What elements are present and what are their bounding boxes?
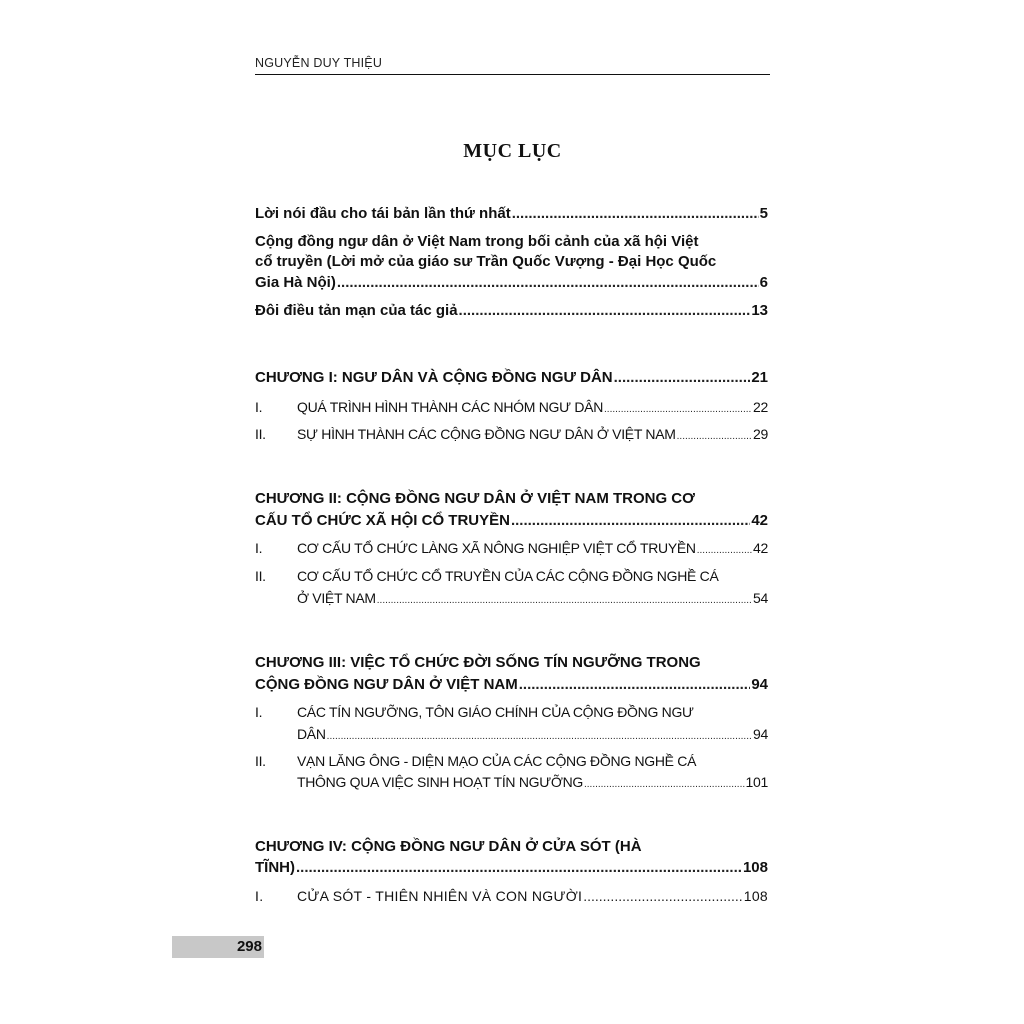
leader-dots [614, 367, 751, 389]
section-page: 22 [753, 399, 768, 415]
entry-title-line1: Cộng đồng ngư dân ở Việt Nam trong bối cảnh của xã hội Việt [255, 233, 699, 250]
section-title-line2: DÂN [297, 726, 326, 742]
toc-section-2-2-cont[interactable] [255, 587, 768, 609]
leader-dots [512, 203, 759, 225]
chapter-title-line2: CỘNG ĐỒNG NGƯ DÂN Ở VIỆT NAM [255, 676, 518, 693]
toc-chapter-4[interactable] [255, 836, 768, 858]
toc-section-4-1[interactable] [255, 885, 768, 907]
entry-title-line3: Gia Hà Nội) [255, 274, 336, 291]
toc-entry-introduction-end[interactable] [255, 272, 768, 294]
section-number: II. [255, 568, 266, 584]
section-number: I. [255, 540, 263, 556]
entry-page: 6 [759, 274, 768, 291]
running-header-author: NGUYỄN DUY THIỆU [255, 56, 383, 70]
chapter-page: 94 [751, 676, 768, 693]
chapter-page: 108 [742, 859, 768, 876]
section-title-line1: CÁC TÍN NGƯỠNG, TÔN GIÁO CHÍNH CỦA CỘNG ĐỒNG NGƯ [297, 704, 694, 720]
section-page: 101 [745, 774, 768, 790]
leader-dots [584, 774, 745, 796]
toc-section-3-1[interactable] [255, 701, 768, 723]
toc-entry-introduction-cont[interactable] [255, 251, 768, 273]
section-title-line2: Ở VIỆT NAM [297, 590, 376, 606]
leader-dots [337, 272, 759, 294]
toc-chapter-3[interactable] [255, 652, 768, 674]
chapter-page: 42 [751, 512, 768, 529]
chapter-title-line1: CHƯƠNG IV: CỘNG ĐỒNG NGƯ DÂN Ở CỬA SÓT (HÀ [255, 838, 642, 855]
section-title: SỰ HÌNH THÀNH CÁC CỘNG ĐỒNG NGƯ DÂN Ở VIỆT NAM [297, 426, 676, 442]
section-title-line1: CƠ CẤU TỔ CHỨC CỔ TRUYỀN CỦA CÁC CỘNG ĐỒNG NGHỀ CÁ [297, 568, 719, 584]
section-title: QUÁ TRÌNH HÌNH THÀNH CÁC NHÓM NGƯ DÂN [297, 399, 604, 415]
chapter-page: 21 [751, 369, 768, 386]
toc-entry-author-notes[interactable] [255, 300, 768, 322]
toc-chapter-4-cont[interactable] [255, 857, 768, 879]
chapter-title-line1: CHƯƠNG III: VIỆC TỔ CHỨC ĐỜI SỐNG TÍN NGƯỠNG TRONG [255, 654, 701, 671]
entry-page: 5 [759, 205, 768, 222]
chapter-title-line2: CẤU TỔ CHỨC XÃ HỘI CỔ TRUYỀN [255, 512, 510, 529]
toc-chapter-3-cont[interactable] [255, 674, 768, 696]
toc-chapter-2[interactable] [255, 488, 768, 510]
chapter-title-line2: TĨNH) [255, 859, 295, 876]
section-title-line1: VẠN LĂNG ÔNG - DIỆN MẠO CỦA CÁC CỘNG ĐỒNG NGHỀ CÁ [297, 753, 697, 769]
section-title: CƠ CẤU TỔ CHỨC LÀNG XÃ NÔNG NGHIỆP VIỆT CỔ TRUYỀN [297, 540, 696, 556]
entry-page: 13 [751, 302, 768, 319]
leader-dots [604, 399, 752, 421]
header-rule [255, 74, 770, 75]
leader-dots [459, 300, 751, 322]
section-number: II. [255, 426, 266, 442]
toc-section-2-1[interactable] [255, 537, 768, 559]
leader-dots [697, 540, 752, 562]
entry-title: Lời nói đầu cho tái bản lần thứ nhất [255, 205, 511, 222]
toc-section-3-1-cont[interactable] [255, 723, 768, 745]
toc-chapter-1[interactable] [255, 367, 768, 389]
page-number: 298 [236, 938, 262, 955]
toc-title: MỤC LỤC [463, 140, 562, 162]
toc-chapter-2-cont[interactable] [255, 510, 768, 532]
toc-section-1-2[interactable] [255, 423, 768, 445]
leader-dots [583, 885, 743, 907]
leader-dots [377, 590, 752, 612]
section-number: II. [255, 753, 266, 769]
entry-title-line2: cổ truyền (Lời mở của giáo sư Trần Quốc Vượng - Đại Học Quốc [255, 253, 717, 270]
toc-section-3-2[interactable] [255, 750, 768, 772]
section-page: 94 [753, 726, 768, 742]
leader-dots [511, 510, 750, 532]
entry-title: Đôi điều tản mạn của tác giả [255, 302, 458, 319]
section-page: 54 [753, 590, 768, 606]
chapter-title: CHƯƠNG I: NGƯ DÂN VÀ CỘNG ĐỒNG NGƯ DÂN [255, 369, 613, 386]
section-number: I. [255, 704, 263, 720]
section-page: 108 [743, 888, 768, 904]
toc-section-3-2-cont[interactable] [255, 771, 768, 793]
leader-dots [677, 426, 752, 448]
toc-entry-preface[interactable] [255, 203, 768, 225]
leader-dots [327, 726, 752, 748]
section-title: CỬA SÓT - THIÊN NHIÊN VÀ CON NGƯỜI [297, 888, 583, 904]
section-number: I. [255, 399, 263, 415]
section-number: I. [255, 888, 264, 904]
toc-section-1-1[interactable] [255, 396, 768, 418]
section-title-line2: THÔNG QUA VIỆC SINH HOẠT TÍN NGƯỠNG [297, 774, 583, 790]
chapter-title-line1: CHƯƠNG II: CỘNG ĐỒNG NGƯ DÂN Ở VIỆT NAM TRONG CƠ [255, 490, 695, 507]
leader-dots [519, 674, 751, 696]
leader-dots [296, 857, 742, 879]
section-page: 42 [753, 540, 768, 556]
toc-entry-introduction[interactable] [255, 231, 768, 253]
section-page: 29 [753, 426, 768, 442]
toc-section-2-2[interactable] [255, 565, 768, 587]
